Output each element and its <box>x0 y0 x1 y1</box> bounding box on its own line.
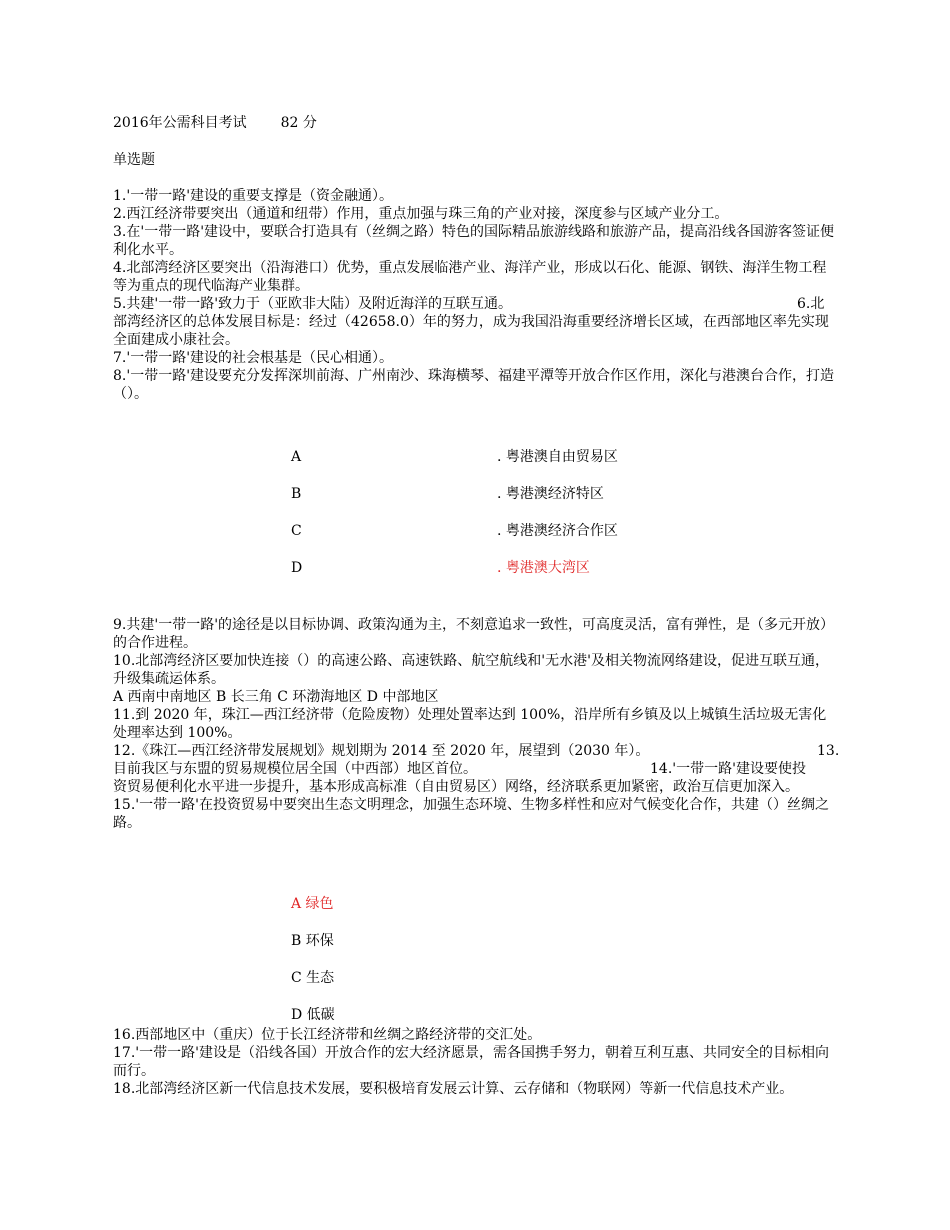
question-8: 8.'一带一路'建设要充分发挥深圳前海、广州南沙、珠海横琴、福建平潭等开放合作区作用，深化与港澳台合作，打造（）。 <box>113 368 835 402</box>
question-10: 10.北部湾经济区要加快连接（）的高速公路、高速铁路、航空航线和'无水港'及相关物流网络建设，促进互联互通，升级集疏运体系。 <box>113 653 829 687</box>
q8-option-c-text: . 粤港澳经济合作区 <box>497 523 618 539</box>
question-18: 18.北部湾经济区新一代信息技术发展，要积极培育发展云计算、云存储和（物联网）等新一代信息技术产业。 <box>113 1081 794 1097</box>
question-7: 7.'一带一路'建设的社会根基是（民心相通）。 <box>113 350 394 366</box>
question-5 <box>113 295 838 313</box>
q8-option-d-letter: D <box>291 560 303 576</box>
q8-option-a-letter: A <box>291 449 302 465</box>
question-5-text: 5.共建'一带一路'致力于（亚欧非大陆）及附近海洋的互联互通。 <box>113 296 513 312</box>
question-14: 资贸易便利化水平进一步提升，基本形成高标准（自由贸易区）网络，经济联系更加紧密，政治互信更加深入。 <box>113 779 799 795</box>
question-13 <box>113 760 838 778</box>
question-9: 9.共建'一带一路'的途径是以目标协调、政策沟通为主，不刻意追求一致性，可高度灵活，富有弹性，是（多元开放）的合作进程。 <box>113 617 835 651</box>
questions-block-4 <box>113 1026 838 1098</box>
q15-option-a-correct: A 绿色 <box>291 896 334 912</box>
question-12 <box>113 742 838 760</box>
exam-header <box>113 114 317 132</box>
q8-option-d-text-correct: . 粤港澳大湾区 <box>497 560 590 576</box>
question-3: 3.在'一带一路'建设中，要联合打造具有（丝绸之路）特色的国际精品旅游线路和旅游产品，提高沿线各国游客签证便利化水平。 <box>113 224 835 258</box>
questions-block-3 <box>113 616 838 832</box>
question-12-text: 12.《珠江—西江经济带发展规划》规划期为 2014 至 2020 年，展望到（2030 年）。 <box>113 743 650 759</box>
question-4: 4.北部湾经济区要突出（沿海港口）优势，重点发展临港产业、海洋产业，形成以石化、能源、钢铁、海洋生物工程等为重点的现代临海产业集群。 <box>113 260 827 294</box>
question-17: 17.'一带一路'建设是（沿线各国）开放合作的宏大经济愿景，需各国携手努力，朝着互利互惠、共同安全的目标相向而行。 <box>113 1045 829 1079</box>
question-10-options: A 西南中南地区 B 长三角 C 环渤海地区 D 中部地区 <box>113 689 439 705</box>
q8-option-b-letter: B <box>291 486 302 502</box>
question-11: 11.到 2020 年，珠江—西江经济带（危险废物）处理处置率达到 100%，沿岸所有乡镇及以上城镇生活垃圾无害化处理率达到 100%。 <box>113 707 827 741</box>
q15-option-b: B 环保 <box>291 933 334 949</box>
q15-option-c: C 生态 <box>291 970 335 986</box>
question-14-start: 14.'一带一路'建设要使投 <box>650 761 806 777</box>
question-13-text: 目前我区与东盟的贸易规模位居全国（中西部）地区首位。 <box>113 761 477 777</box>
section-title: 单选题 <box>113 152 155 168</box>
question-6: 部湾经济区的总体发展目标是：经过（42658.0）年的努力，成为我国沿海重要经济增长区域，在西部地区率先实现全面建成小康社会。 <box>113 314 829 348</box>
exam-score: 82 分 <box>280 115 317 131</box>
q15-option-d: D 低碳 <box>291 1007 335 1023</box>
q8-option-b-text: . 粤港澳经济特区 <box>497 486 604 502</box>
q8-option-a-text: . 粤港澳自由贸易区 <box>497 449 618 465</box>
exam-title: 2016年公需科目考试 <box>113 115 247 131</box>
question-1: 1.'一带一路'建设的重要支撑是（资金融通）。 <box>113 188 394 204</box>
q8-option-c-letter: C <box>291 523 302 539</box>
question-16: 16.西部地区中（重庆）位于长江经济带和丝绸之路经济带的交汇处。 <box>113 1027 542 1043</box>
questions-block-1 <box>113 187 838 403</box>
question-6-start: 6.北 <box>797 296 825 312</box>
question-13-start: 13. <box>817 743 840 759</box>
question-2: 2.西江经济带要突出（通道和纽带）作用，重点加强与珠三角的产业对接，深度参与区域产业分工。 <box>113 206 729 222</box>
question-15: 15.'一带一路'在投资贸易中要突出生态文明理念，加强生态环境、生物多样性和应对气候变化合作，共建（）丝绸之路。 <box>113 797 829 831</box>
